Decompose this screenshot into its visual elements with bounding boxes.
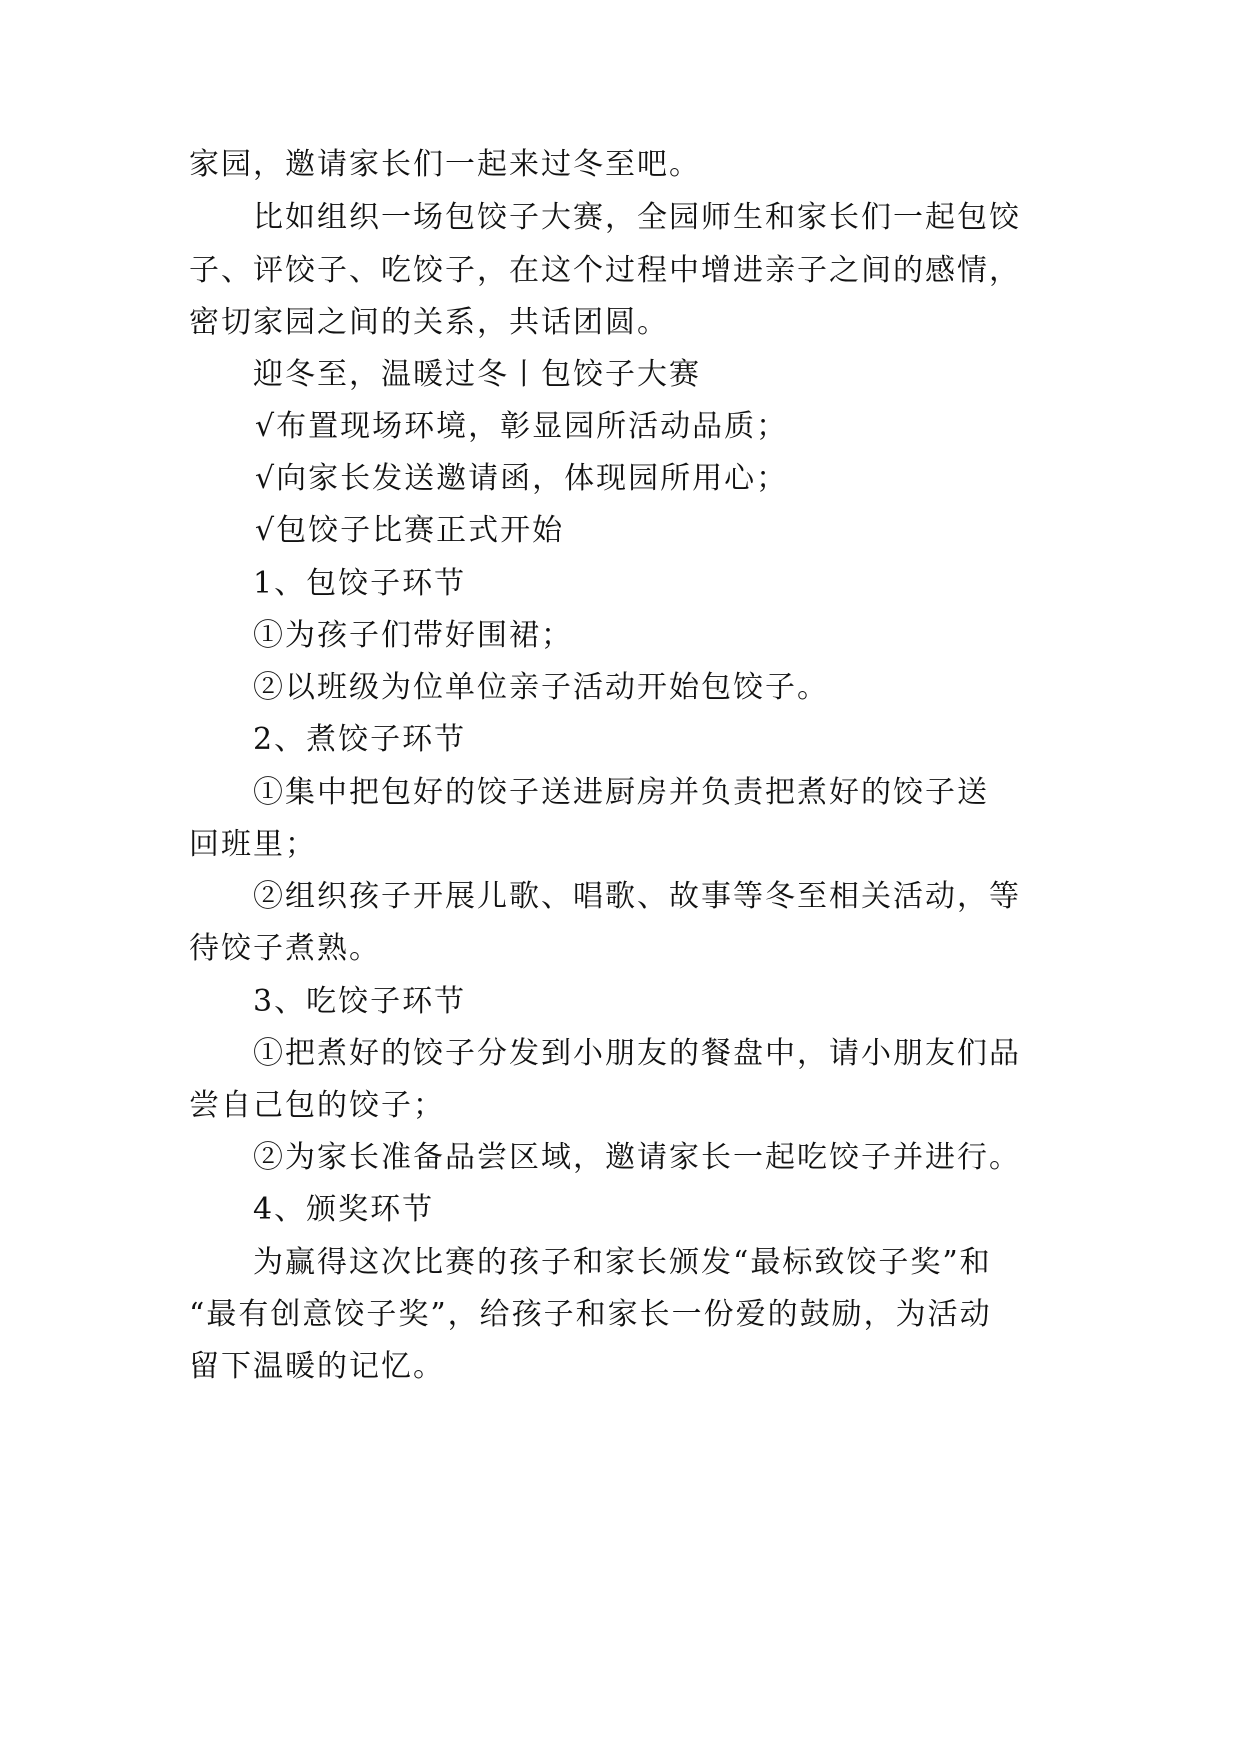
text-line: 待饺子煮熟。 bbox=[189, 931, 381, 966]
step-heading-3: 3、吃饺子环节 bbox=[253, 984, 467, 1019]
checklist-item: √向家长发送邀请函，体现园所用心； bbox=[255, 461, 789, 496]
step-item: ②以班级为位单位亲子活动开始包饺子。 bbox=[253, 670, 829, 705]
text-line: 留下温暖的记忆。 bbox=[189, 1349, 445, 1384]
step-item: ②为家长准备品尝区域，邀请家长一起吃饺子并进行。 bbox=[253, 1140, 1021, 1175]
paragraph-awards: 为赢得这次比赛的孩子和家长颁发“最标致饺子奖”和 bbox=[253, 1245, 992, 1280]
step-heading-1: 1、包饺子环节 bbox=[253, 566, 467, 601]
text-line-continuation: 家园，邀请家长们一起来过冬至吧。 bbox=[189, 147, 701, 182]
step-heading-2: 2、煮饺子环节 bbox=[253, 722, 467, 757]
paragraph-dumpling-contest: 比如组织一场包饺子大赛，全园师生和家长们一起包饺 bbox=[253, 200, 1021, 235]
step-item: ①为孩子们带好围裙； bbox=[253, 618, 573, 653]
checklist-item: √布置现场环境，彰显园所活动品质； bbox=[255, 409, 789, 444]
checklist-item: √包饺子比赛正式开始 bbox=[255, 513, 565, 548]
step-heading-4: 4、颁奖环节 bbox=[253, 1192, 435, 1227]
text-line: 子、评饺子、吃饺子，在这个过程中增进亲子之间的感情， bbox=[189, 253, 1021, 288]
section-heading: 迎冬至，温暖过冬丨包饺子大赛 bbox=[253, 357, 701, 392]
step-item: ②组织孩子开展儿歌、唱歌、故事等冬至相关活动，等 bbox=[253, 879, 1021, 914]
step-item: ①集中把包好的饺子送进厨房并负责把煮好的饺子送 bbox=[253, 775, 989, 810]
text-line: 密切家园之间的关系，共话团圆。 bbox=[189, 305, 669, 340]
text-line: “最有创意饺子奖”，给孩子和家长一份爱的鼓励，为活动 bbox=[189, 1297, 992, 1332]
step-item: ①把煮好的饺子分发到小朋友的餐盘中，请小朋友们品 bbox=[253, 1036, 1021, 1071]
text-line: 尝自己包的饺子； bbox=[189, 1088, 445, 1123]
text-line: 回班里； bbox=[189, 827, 317, 862]
